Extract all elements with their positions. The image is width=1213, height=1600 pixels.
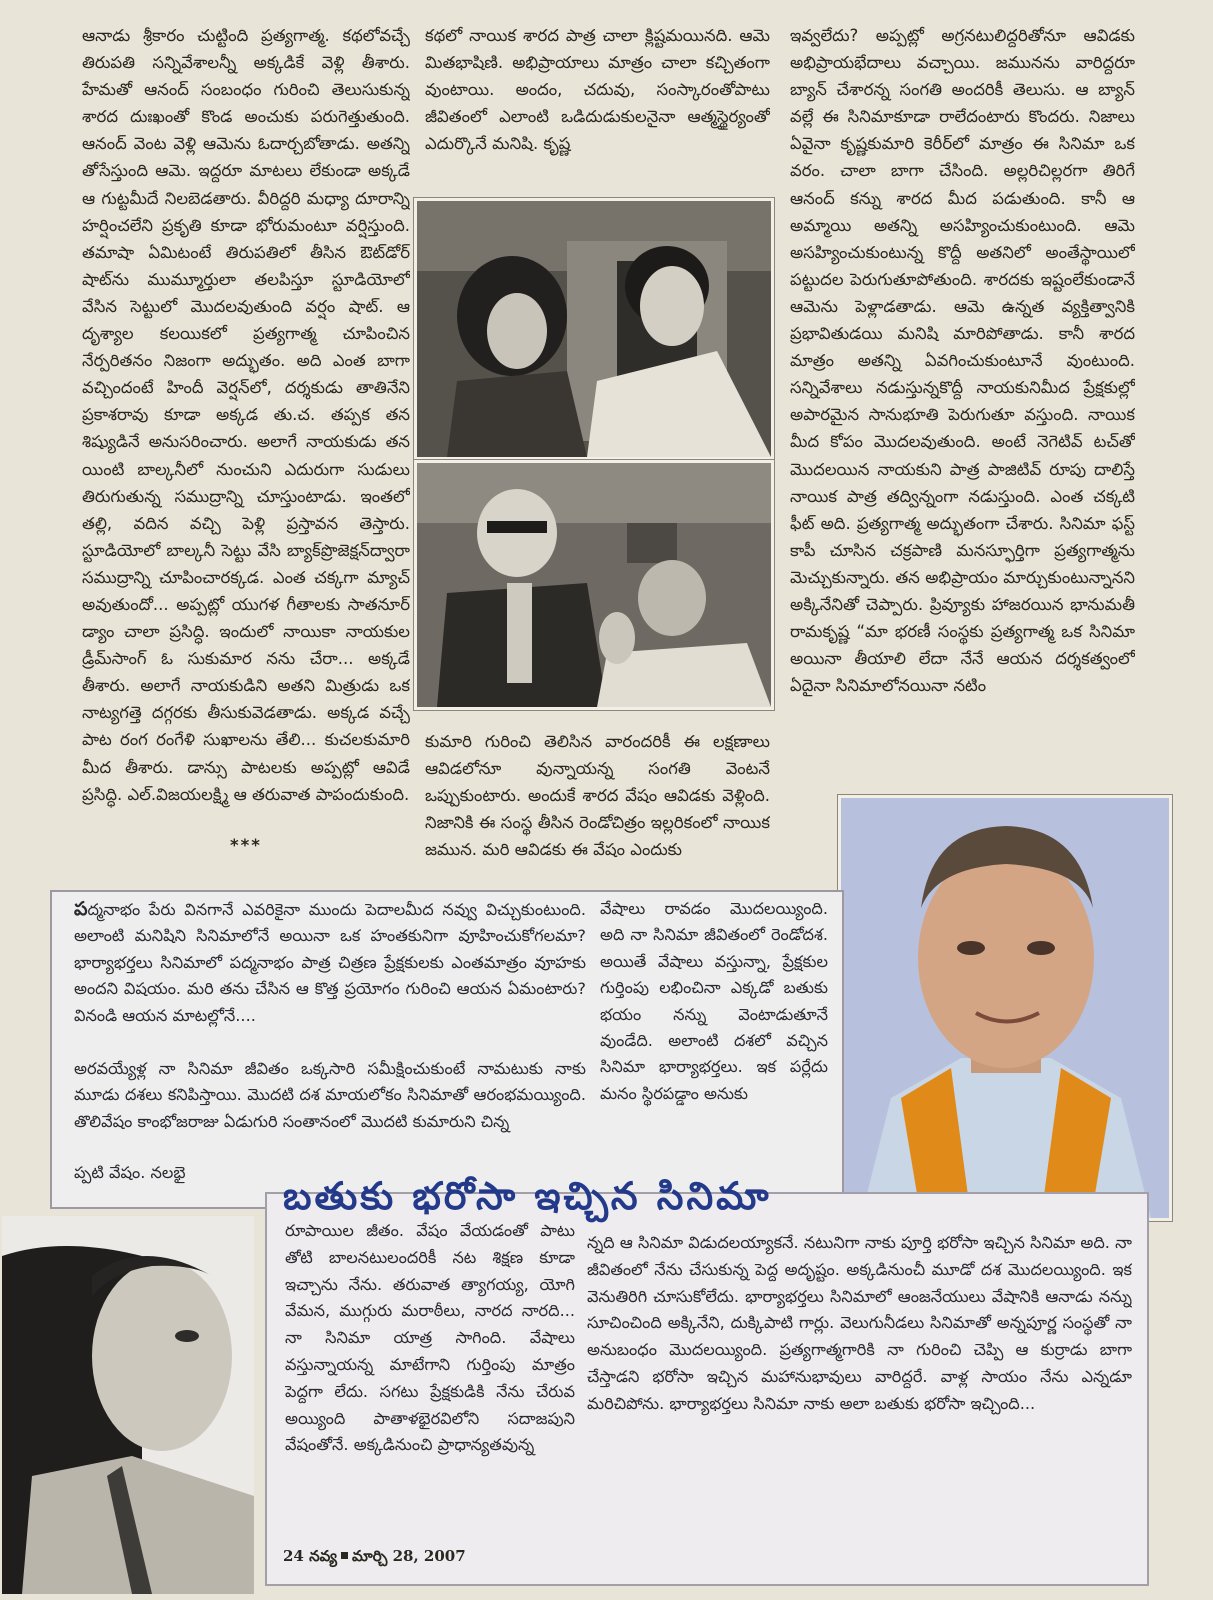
bottom-left-column: రూపాయిల జీతం. వేషం వేయడంతో పాటు తోటి బాలనటులందరికీ నట శిక్షణ కూడా ఇచ్చాను నేను. తరువాత త్యాగయ్య, యోగి వేమన, ముగ్గురు మరాఠీలు, నారద నారది... నా సినిమా యాత్ర సాగింది. వేషాలు వస్తున్నాయన్న మాటేగాని గుర్తింపు మాత్రం పెద్దగా లేదు. సగటు ప్రేక్షకుడికి నేను చేరువ అయ్యింది పాతాళభైరవిలోని సదాజపుని వేషంతోనే. అక్కడినుంచి ప్రాధాన్యతవున్న xyxy=(285,1221,575,1455)
separator-square-icon xyxy=(341,1552,348,1559)
issue-date: మార్చి 28, 2007 xyxy=(352,1547,466,1565)
sidebar-para2-text: అరవయ్యేళ్ల నా సినిమా జీవితం ఒక్కసారి సమీక్షించుకుంటే నామటుకు నాకు మూడు దశలు కనిపిస్తాయి. మొదటి దశ మాయలోకం సినిమాతో ఆరంభమయ్యింది. తొలివేషం కాంభోజరాజు ఏడుగురి సంతానంలో మొదటి కుమారుని చిన్న xyxy=(74,1059,586,1131)
sidebar-paragraph-2-tail: ప్పటి వేషం. నలభై xyxy=(74,1163,186,1182)
drop-cap: ప xyxy=(74,898,88,920)
sidebar-intro xyxy=(74,896,586,1054)
article-column-1 xyxy=(82,22,410,830)
magazine-name: నవ్య xyxy=(309,1547,338,1565)
article-column-2-top xyxy=(425,22,770,184)
article-col2-bottom-text: కుమారి గురించి తెలిసిన వారందరికీ ఈ లక్షణాలు ఆవిడలోనూ వున్నాయన్న సంగతి వెంటనే ఒప్పుకుంటారు. అందుకే శారద వేషం ఆవిడకు వెళ్లింది. నిజానికి ఈ సంస్థ తీసిన రెండోచిత్రం ఇల్లరికంలో నాయిక జమున. మరి ఆవిడకు ఈ వేషం ఎందుకు xyxy=(425,732,770,860)
interview-headline: బతుకు భరోసా ఇచ్చిన సినిమా xyxy=(283,1173,772,1218)
interview-continuation-box xyxy=(265,1192,1149,1586)
article-col3-text: ఇవ్వలేదు? అప్పట్లో అగ్రనటులిద్దరితోనూ ఆవిడకు అభిప్రాయభేదాలు వచ్చాయి. జమునను వారిద్దరూ బ్యాన్ చేశారన్న సంగతి అందరికీ తెలుసు. ఆ బ్యాన్ వల్లే ఈ సినిమాకూడా రాలేదంటారు కొందరు. నిజాలు ఏవైనా కృష్ణకుమారి కెరీర్‌లో మాత్రం ఈ సినిమా ఒక వరం. చాలా బాగా చేసింది. అల్లరిచిల్లరగా తిరిగే ఆనంద్ కన్ను శారద మీద పడుతుంది. కానీ ఆ అమ్మాయి అతన్ని అసహ్యించుకుంటుంది. ఆమె అసహ్యించుకుంటున్న కొద్దీ అతనిలో అంతేస్థాయిలో పట్టుదల పెరుగుతూపోతుంది. శారదకు ఇష్టంలేకుండానే ఆమెను పెళ్లాడతాడు. ఆమె ఉన్నత వ్యక్తిత్వానికి ప్రభావితుడయి మనిషి మారిపోతాడు. కానీ శారద మాత్రం అతన్ని ఏవగించుకుంటూనే వుంటుంది. సన్నివేశాలు నడుస్తున్నకొద్దీ నాయకునిమీద ప్రేక్షకుల్లో అపారమైన సానుభూతి పెరుగుతూ వస్తుంది. నాయిక మీద కోపం మొదలవుతుంది. అంటే నెగెటివ్ టచ్‌తో మొదలయిన నాయకుని పాత్ర పాజిటివ్ రూపు దాలిస్తే నాయిక పాత్ర తద్విన్నంగా నడుస్తుంది. ఎంత చక్కటి ఫీట్ అది. ప్రత్యగాత్మ అద్భుతంగా చేశారు. సినిమా ఫస్ట్ కాపీ చూసిన చక్రపాణి మనస్ఫూర్తిగా ప్రత్యగాత్మను మెచ్చుకున్నారు. తన అభిప్రాయం మార్చుకుంటున్నానని అక్కినేనితో చెప్పారు. ప్రివ్యూకు హాజరయిన భానుమతీ రామకృష్ణ “మా భరణీ సంస్థకు ప్రత్యగాత్మ ఒక సినిమా అయినా తీయాలి లేదా నేనే ఆయన దర్శకత్వంలో ఏదైనా సినిమాలోనయినా నటిం xyxy=(790,26,1135,696)
sidebar-intro-text: ద్మనాభం పేరు వినగానే ఎవరికైనా ముందు పెదాలమీద నవ్వు విచ్చుకుంటుంది. అలాంటి మనిషిని సినిమాలోనే అయినా ఒక హంతకునిగా వూహించుకోగలమా? భార్యాభర్తలు సినిమాలో పద్మనాభం పాత్ర చిత్రణ ప్రేక్షకులకు ఎంతమాత్రం వూహకు అందని విషయం. మరి తను చేసిన ఆ కొత్త ప్రయోగం గురించి ఆయన ఏమంటారు? వినండి ఆయన మాటల్లోనే.... xyxy=(74,900,586,1025)
film-still-couple-photo xyxy=(414,198,774,460)
padmanabham-portrait-photo xyxy=(838,795,1172,1221)
article-column-2-bottom xyxy=(425,728,770,864)
interview-sidebar-box xyxy=(50,890,844,1209)
padmanabham-profile-photo xyxy=(2,1216,254,1594)
sidebar-right-column: వేషాలు రావడం మొదలయ్యింది. అది నా సినిమా జీవితంలో రెండోదశ. అయితే వేషాలు వస్తున్నా, ప్రేక్షకుల గుర్తింపు లభించినా ఎక్కడో బతుకు భయం నన్ను వెంటాడుతూనే వుండేది. అలాంటి దశలో వచ్చిన సినిమా భార్యాభర్తలు. ఇక పర్లేదు మనం స్థిరపడ్డాం అనుకు xyxy=(600,899,828,1103)
article-column-3 xyxy=(790,22,1135,752)
section-separator: *** xyxy=(230,836,262,855)
film-still-parents-photo xyxy=(414,460,774,710)
bottom-right-column: న్నది ఆ సినిమా విడుదలయ్యాకనే. నటునిగా నాకు పూర్తి భరోసా ఇచ్చిన సినిమా అది. నా జీవితంలో నేను చేసుకున్న పెద్ద అదృష్టం. అక్కడినుంచీ మూడో దశ మొదలయ్యింది. ఇక వెనుతిరిగి చూసుకోలేదు. భార్యాభర్తలు సినిమాలో ఆంజనేయులు వేషానికి ఆనాడు నన్ను సూచించింది అక్కినేని, దుక్కిపాటి గార్లు. వెలుగునీడలు సినిమాతో అన్నపూర్ణ సంస్థతో నా అనుబంధం మొదలయ్యింది. ప్రత్యగాత్మగారికి నా గురించి చెప్పి ఆ కుర్రాడు బాగా చేస్తాడని భరోసా ఇచ్చిన మహానుభావులు వారిద్దరే. వాళ్ల సాయం నేను ఎన్నడూ మరిచిపోను. భార్యాభర్తలు సినిమా నాకు అలా బతుకు భరోసా ఇచ్చింది... xyxy=(587,1233,1132,1413)
page-footer xyxy=(283,1547,466,1569)
page-number: 24 xyxy=(283,1547,304,1565)
article-col2-top-text: కథలో నాయిక శారద పాత్ర చాలా క్లిష్టమయినది. ఆమె మితభాషిణి. అభిప్రాయాలు మాత్రం చాలా కచ్చితంగా వుంటాయి. అందం, చదువు, సంస్కారంతోపాటు జీవితంలో ఎలాంటి ఒడిదుడుకులనైనా ఆత్మస్థైర్యంతో ఎదుర్కొనే మనిషి. కృష్ణ xyxy=(425,26,770,154)
sidebar-paragraph-2 xyxy=(74,1056,586,1162)
article-col1-text: ఆనాడు శ్రీకారం చుట్టింది ప్రత్యగాత్మ. కథలోవచ్చే తిరుపతి సన్నివేశాలన్నీ అక్కడికే వెళ్లి తీశారు. హేమతో ఆనంద్ సంబంధం గురించి తెలుసుకున్న శారద దుఃఖంతో కొండ అంచుకు పరుగెత్తుతుంది. ఆనంద్ వెంట వెళ్లి ఆమెను ఓదార్చబోతాడు. అతన్ని తోసేస్తుంది ఆమె. ఇద్దరూ మాటలు లేకుండా అక్కడే ఆ గుట్టమీదే నిలబెడతారు. వీరిద్దరి మధ్యా దూరాన్ని హర్షించలేని ప్రకృతి కూడా భోరుమంటూ వర్షిస్తుంది. తమాషా ఏమిటంటే తిరుపతిలో తీసిన ఔట్‌డోర్ షాట్‌ను ముమ్మూర్తులా తలపిస్తూ స్టూడియోలో వేసిన సెట్టులో మొదలవుతుంది వర్షం షాట్. ఆ దృశ్యాల కలయికలో ప్రత్యగాత్మ చూపించిన నేర్పరితనం నిజంగా అద్భుతం. అది ఎంత బాగా వచ్చిందంటే హిందీ వెర్షన్‌లో, దర్శకుడు తాతినేని ప్రకాశరావు కూడా అక్కడ తు.చ. తప్పక తన శిష్యుడినే అనుసరించారు. అలాగే నాయకుడు తన యింటి బాల్కనీలో నుంచుని ఎదురుగా సుడులు తిరుగుతున్న సముద్రాన్ని చూస్తుంటాడు. ఇంతలో తల్లి, వదిన వచ్చి పెళ్లి ప్రస్తావన తెస్తారు. స్టూడియోలో బాల్కనీ సెట్టు వేసి బ్యాక్‌ప్రొజెక్షన్‌ద్వారా సముద్రాన్ని చూపించారక్కడ. ఎంత చక్కగా మ్యాచ్ అవుతుందో... అప్పట్లో యుగళ గీతాలకు సాతనూర్ డ్యాం చాలా ప్రసిద్ధి. ఇందులో నాయికా నాయకుల డ్రీమ్‌సాంగ్ ఓ సుకుమార నను చేరా... అక్కడే తీశారు. అలాగే నాయకుడిని అతని మిత్రుడు ఒక నాట్యగత్తె దగ్గరకు తీసుకువెడతాడు. అక్కడ వచ్చే పాట రంగ రంగేళి సుఖాలను తేలి... కుచలకుమారి మీద తీశారు. డాన్సు పాటలకు అప్పట్లో ఆవిడే ప్రసిద్ధి. ఎల్.విజయలక్ష్మి ఆ తరువాత పాపందుకుంది. xyxy=(82,26,410,804)
